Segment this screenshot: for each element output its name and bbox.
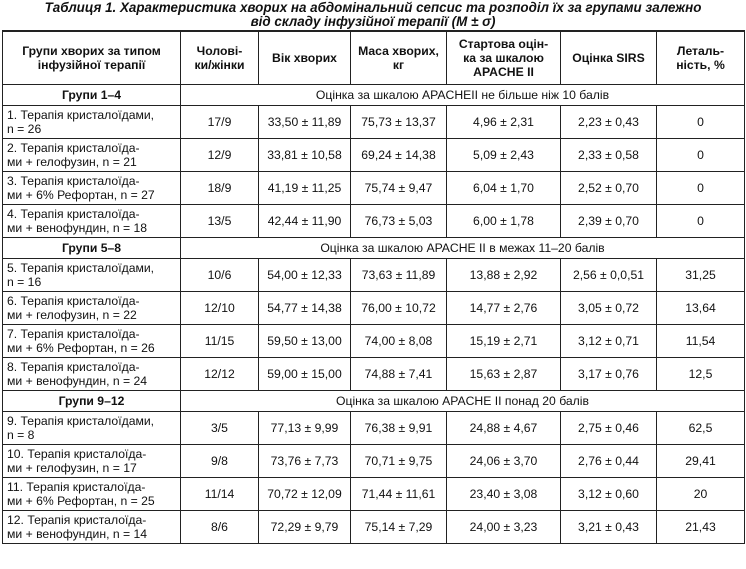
cell-sirs: 3,21 ± 0,43 — [561, 511, 657, 544]
cell-therapy-line: 8. Терапія кристалоїда- — [7, 360, 140, 374]
cell-mortality: 0 — [657, 172, 745, 205]
cell-sirs: 3,05 ± 0,72 — [561, 292, 657, 325]
cell-sirs: 3,12 ± 0,60 — [561, 478, 657, 511]
cell-therapy-line: ми + 6% Рефортан, n = 25 — [7, 494, 155, 508]
cell-sirs: 2,52 ± 0,70 — [561, 172, 657, 205]
cell-sex: 17/9 — [181, 106, 259, 139]
col-header-age: Вік хворих — [259, 31, 351, 85]
cell-sex: 11/15 — [181, 325, 259, 358]
cell-sirs: 2,39 ± 0,70 — [561, 205, 657, 238]
cell-age: 73,76 ± 7,73 — [259, 445, 351, 478]
cell-sirs: 2,23 ± 0,43 — [561, 106, 657, 139]
cell-therapy-line: ми + венофундин, n = 18 — [7, 221, 148, 235]
group-name: Групи 9–12 — [3, 391, 181, 412]
cell-mass: 70,71 ± 9,75 — [351, 445, 447, 478]
table-row — [3, 511, 745, 544]
group-name: Групи 5–8 — [3, 238, 181, 259]
header-row — [3, 31, 745, 85]
cell-mass: 75,74 ± 9,47 — [351, 172, 447, 205]
cell-mortality: 29,41 — [657, 445, 745, 478]
cell-therapy-line: ми + гелофузин, n = 21 — [7, 155, 137, 169]
cell-sex: 12/12 — [181, 358, 259, 391]
cell-therapy-line: 10. Терапія кристалоїда- — [7, 447, 147, 461]
cell-apache: 24,88 ± 4,67 — [447, 412, 561, 445]
cell-sex: 18/9 — [181, 172, 259, 205]
cell-therapy-line: 5. Терапія кристалоїдами, — [7, 261, 155, 275]
caption-line-2: від складу інфузійної терапії (M ± σ) — [250, 14, 496, 29]
table-row — [3, 325, 745, 358]
cell-mass: 69,24 ± 14,38 — [351, 139, 447, 172]
cell-age: 33,81 ± 10,58 — [259, 139, 351, 172]
cell-therapy-line: 2. Терапія кристалоїда- — [7, 141, 140, 155]
table-row — [3, 358, 745, 391]
cell-therapy — [3, 412, 181, 445]
cell-sirs: 2,33 ± 0,58 — [561, 139, 657, 172]
cell-therapy — [3, 478, 181, 511]
group-note: Оцінка за шкалою APACHE II понад 20 балів — [181, 391, 745, 412]
cell-age: 42,44 ± 11,90 — [259, 205, 351, 238]
cell-apache: 23,40 ± 3,08 — [447, 478, 561, 511]
cell-apache: 14,77 ± 2,76 — [447, 292, 561, 325]
cell-mortality: 0 — [657, 106, 745, 139]
cell-age: 77,13 ± 9,99 — [259, 412, 351, 445]
cell-apache: 6,00 ± 1,78 — [447, 205, 561, 238]
cell-sex: 12/9 — [181, 139, 259, 172]
cell-mass: 73,63 ± 11,89 — [351, 259, 447, 292]
cell-apache: 13,88 ± 2,92 — [447, 259, 561, 292]
cell-therapy-line: 9. Терапія кристалоїдами, — [7, 414, 155, 428]
cell-mass: 76,73 ± 5,03 — [351, 205, 447, 238]
cell-mortality: 20 — [657, 478, 745, 511]
table-body — [3, 85, 745, 544]
cell-apache: 5,09 ± 2,43 — [447, 139, 561, 172]
cell-sex: 12/10 — [181, 292, 259, 325]
cell-sex: 9/8 — [181, 445, 259, 478]
table-row — [3, 445, 745, 478]
col-header-mass: Маса хворих, кг — [351, 31, 447, 85]
cell-age: 59,00 ± 15,00 — [259, 358, 351, 391]
cell-therapy-line: 4. Терапія кристалоїда- — [7, 207, 140, 221]
table-row — [3, 205, 745, 238]
cell-therapy — [3, 325, 181, 358]
cell-sex: 8/6 — [181, 511, 259, 544]
table-row — [3, 106, 745, 139]
group-note: Оцінка за шкалою APACHE II в межах 11–20 балів — [181, 238, 745, 259]
caption-line-1: Таблиця 1. Характеристика хворих на абдомінальний сепсис та розподіл їх за групами залежно — [44, 0, 702, 15]
cell-apache: 4,96 ± 2,31 — [447, 106, 561, 139]
cell-therapy — [3, 358, 181, 391]
group-row — [3, 85, 745, 106]
group-row — [3, 391, 745, 412]
cell-therapy-line: ми + венофундин, n = 14 — [7, 527, 148, 541]
cell-age: 59,50 ± 13,00 — [259, 325, 351, 358]
cell-sirs: 2,75 ± 0,46 — [561, 412, 657, 445]
cell-age: 33,50 ± 11,89 — [259, 106, 351, 139]
cell-therapy-line: ми + гелофузин, n = 22 — [7, 308, 137, 322]
cell-therapy-line: n = 8 — [7, 428, 35, 442]
col-header-group: Групи хворих за типом інфузійної терапії — [3, 31, 181, 85]
group-row — [3, 238, 745, 259]
cell-apache: 6,04 ± 1,70 — [447, 172, 561, 205]
cell-sirs: 2,76 ± 0,44 — [561, 445, 657, 478]
cell-therapy — [3, 292, 181, 325]
cell-mortality: 31,25 — [657, 259, 745, 292]
group-name: Групи 1–4 — [3, 85, 181, 106]
cell-sirs: 2,56 ± 0,0,51 — [561, 259, 657, 292]
cell-apache: 24,06 ± 3,70 — [447, 445, 561, 478]
cell-therapy-line: 11. Терапія кристалоїда- — [7, 480, 146, 494]
cell-therapy-line: 3. Терапія кристалоїда- — [7, 174, 140, 188]
cell-mortality: 0 — [657, 205, 745, 238]
cell-mortality: 11,54 — [657, 325, 745, 358]
cell-therapy-line: ми + 6% Рефортан, n = 27 — [7, 188, 155, 202]
cell-therapy-line: 6. Терапія кристалоїда- — [7, 294, 140, 308]
cell-therapy-line: n = 16 — [7, 275, 42, 289]
data-table — [2, 30, 745, 544]
cell-age: 72,29 ± 9,79 — [259, 511, 351, 544]
cell-sex: 11/14 — [181, 478, 259, 511]
cell-mortality: 0 — [657, 139, 745, 172]
cell-therapy-line: 12. Терапія кристалоїда- — [7, 513, 147, 527]
col-header-apache: Стартова оцін- ка за шкалою APACHE II — [447, 31, 561, 85]
cell-apache: 15,19 ± 2,71 — [447, 325, 561, 358]
cell-therapy-line: ми + венофундин, n = 24 — [7, 374, 148, 388]
cell-therapy — [3, 139, 181, 172]
table-row — [3, 139, 745, 172]
table-caption — [0, 0, 746, 30]
col-header-sex: Чолові- ки/жінки — [181, 31, 259, 85]
table-row — [3, 412, 745, 445]
cell-mass: 74,88 ± 7,41 — [351, 358, 447, 391]
cell-therapy — [3, 259, 181, 292]
cell-age: 54,00 ± 12,33 — [259, 259, 351, 292]
cell-therapy — [3, 445, 181, 478]
cell-sex: 3/5 — [181, 412, 259, 445]
cell-mass: 76,38 ± 9,91 — [351, 412, 447, 445]
cell-therapy-line: ми + 6% Рефортан, n = 26 — [7, 341, 155, 355]
cell-therapy — [3, 172, 181, 205]
cell-therapy — [3, 205, 181, 238]
cell-mass: 71,44 ± 11,61 — [351, 478, 447, 511]
col-header-mortality: Леталь- ність, % — [657, 31, 745, 85]
cell-mass: 76,00 ± 10,72 — [351, 292, 447, 325]
cell-therapy — [3, 106, 181, 139]
cell-sirs: 3,17 ± 0,76 — [561, 358, 657, 391]
table-row — [3, 172, 745, 205]
cell-mortality: 13,64 — [657, 292, 745, 325]
cell-apache: 24,00 ± 3,23 — [447, 511, 561, 544]
cell-therapy-line: 1. Терапія кристалоїдами, — [7, 108, 155, 122]
cell-apache: 15,63 ± 2,87 — [447, 358, 561, 391]
cell-age: 70,72 ± 12,09 — [259, 478, 351, 511]
cell-sirs: 3,12 ± 0,71 — [561, 325, 657, 358]
cell-age: 54,77 ± 14,38 — [259, 292, 351, 325]
cell-mass: 75,73 ± 13,37 — [351, 106, 447, 139]
group-note: Оцінка за шкалою APACHEII не більше ніж 10 балів — [181, 85, 745, 106]
cell-therapy-line: ми + гелофузин, n = 17 — [7, 461, 137, 475]
cell-therapy — [3, 511, 181, 544]
cell-mortality: 62,5 — [657, 412, 745, 445]
cell-mortality: 21,43 — [657, 511, 745, 544]
cell-mass: 74,00 ± 8,08 — [351, 325, 447, 358]
cell-sex: 13/5 — [181, 205, 259, 238]
table-row — [3, 292, 745, 325]
cell-mass: 75,14 ± 7,29 — [351, 511, 447, 544]
cell-sex: 10/6 — [181, 259, 259, 292]
cell-therapy-line: 7. Терапія кристалоїда- — [7, 327, 140, 341]
cell-mortality: 12,5 — [657, 358, 745, 391]
table-row — [3, 478, 745, 511]
cell-therapy-line: n = 26 — [7, 122, 42, 136]
table-row — [3, 259, 745, 292]
cell-age: 41,19 ± 11,25 — [259, 172, 351, 205]
col-header-sirs: Оцінка SIRS — [561, 31, 657, 85]
